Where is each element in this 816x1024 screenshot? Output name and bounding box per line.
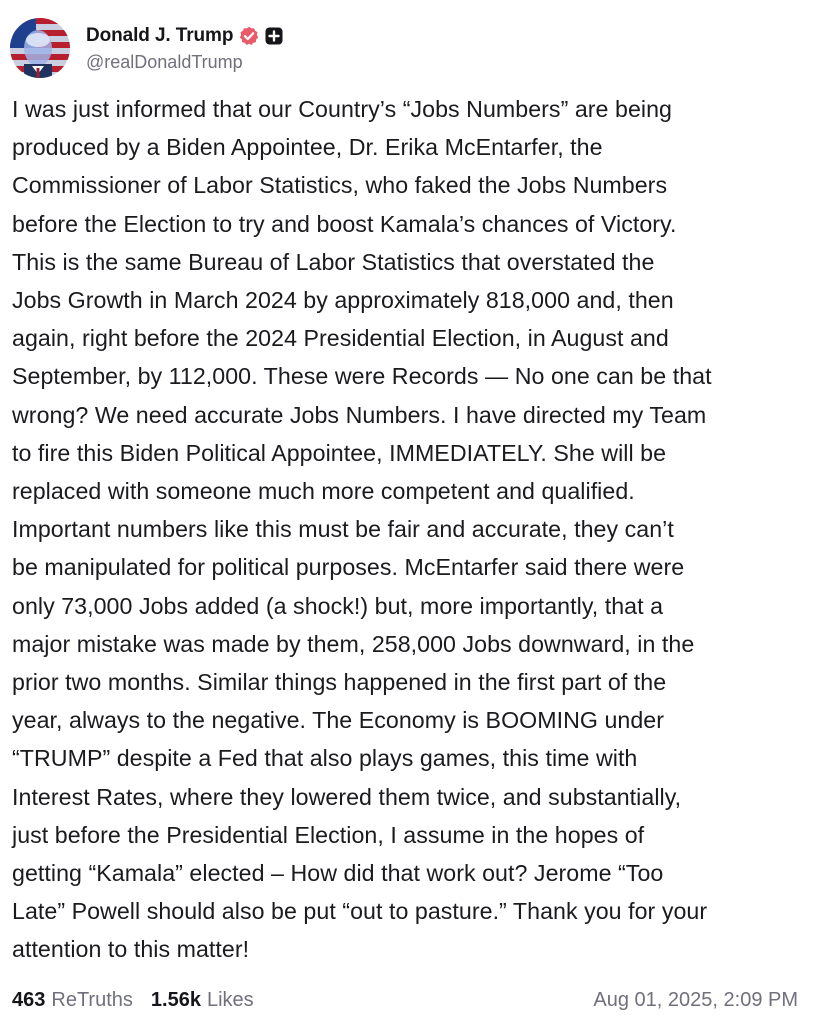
post-footer	[12, 985, 798, 1015]
author-display-name[interactable]: Donald J. Trump	[86, 25, 234, 46]
author-info	[86, 23, 283, 73]
likes-count: 1.56k	[150, 988, 201, 1011]
post-body: I was just informed that our Country’s “Jobs Numbers” are being produced by a Biden Appointee, Dr. Erika McEntarfer, the Commissioner of Labor Statistics, who faked the Jobs Numbers before the Election to try and boost Kamala’s chances of Victory. This is the same Bureau of Labor Statistics that overstated the Jobs Growth in March 2024 by approximately 818,000 and, then again, right before the 2024 Presidential Election, in August and September, by 112,000. These were Records — No one can be that wrong? We need accurate Jobs Numbers. I have directed my Team to fire this Biden Political Appointee, IMMEDIATELY. She will be replaced with someone much more competent and qualified. Important numbers like this must be fair and accurate, they can’t be manipulated for political purposes. McEntarfer said there were only 73,000 Jobs added (a shock!) but, more importantly, that a major mistake was made by them, 258,000 Jobs downward, in the prior two months. Similar things happened in the first part of the year, always to the negative. The Economy is BOOMING under “TRUMP” despite a Fed that also plays games, this time with Interest Rates, where they lowered them twice, and substantially, just before the Presidential Election, I assume in the hopes of getting “Kamala” elected – How did that work out? Jerome “Too Late” Powell should also be put “out to pasture.” Thank you for your attention to this matter!	[12, 96, 712, 963]
avatar[interactable]	[10, 18, 70, 78]
retruths-stat[interactable]	[12, 989, 133, 1012]
retruths-count: 463	[12, 988, 46, 1011]
post-header	[10, 18, 283, 78]
avatar-image	[10, 18, 70, 78]
likes-label: Likes	[206, 988, 254, 1011]
post-timestamp[interactable]: Aug 01, 2025, 2:09 PM	[593, 988, 798, 1011]
author-handle[interactable]: @realDonaldTrump	[86, 52, 243, 72]
retruths-label: ReTruths	[51, 988, 133, 1011]
author-name-row	[86, 23, 283, 49]
likes-stat[interactable]	[151, 989, 254, 1012]
verified-badge-icon	[239, 26, 259, 46]
plus-square-icon[interactable]	[265, 27, 283, 45]
